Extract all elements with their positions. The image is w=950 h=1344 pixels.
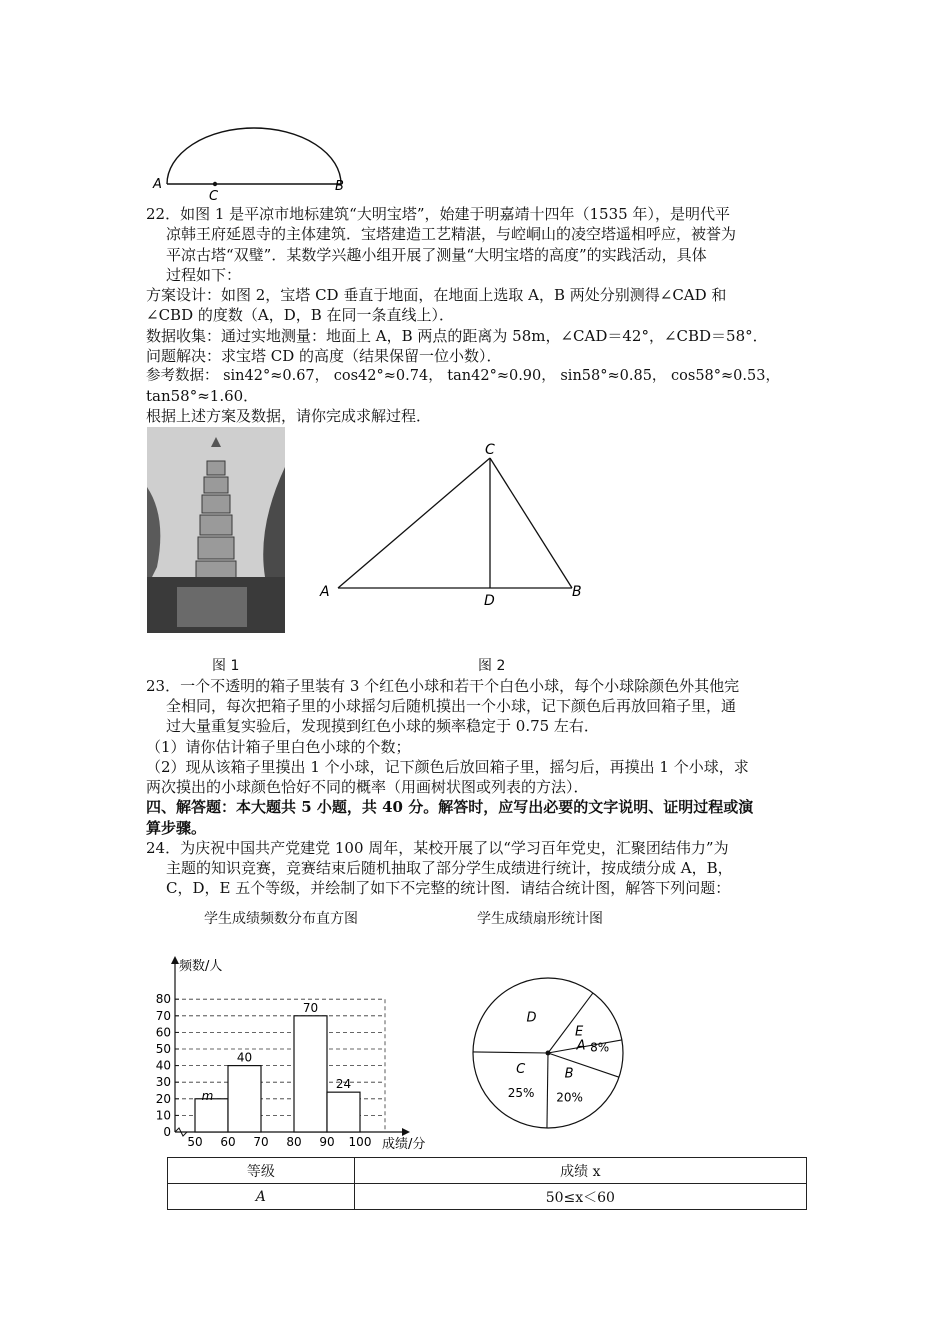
pie-title: 学生成绩扇形统计图 [477, 911, 603, 927]
bar-data-label: 40 [236, 1050, 253, 1065]
pie-slice-label: B [564, 1066, 574, 1082]
q23-line: （2）现从该箱子里摸出 1 个小球，记下颜色后放回箱子里，摇匀后，再摸出 1 个小球，求 [146, 758, 749, 776]
triangle-figure [318, 440, 593, 610]
y-axis-label: 频数/人 [179, 959, 223, 974]
pie-center [546, 1051, 551, 1056]
pie-slice-label: A [576, 1038, 586, 1054]
x-tick-label: 80 [286, 1135, 302, 1149]
y-tick-label: 50 [155, 1042, 171, 1056]
point-c-label: C [485, 442, 495, 458]
q22-line: 方案设计：如图 2，宝塔 CD 垂直于地面，在地面上选取 A，B 两处分别测得∠CAD 和 [146, 286, 727, 304]
histogram-bar [195, 1099, 228, 1132]
q22-line: 根据上述方案及数据，请你完成求解过程． [146, 407, 432, 425]
histogram-chart [140, 950, 450, 1150]
x-tick-label: 60 [220, 1135, 236, 1149]
y-tick-label: 80 [155, 992, 171, 1007]
table-header-row [168, 1158, 807, 1184]
bar-data-label: m [201, 1088, 214, 1103]
q22-line: 数据收集：通过实地测量：地面上 A，B 两点的距离为 58m，∠CAD＝42°，∠CBD＝58°． [146, 327, 768, 345]
section-heading-line: 算步骤。 [146, 819, 207, 837]
table-cell: A [168, 1184, 355, 1210]
q23-line: 两次摸出的小球颜色恰好不同的概率（用画树状图或列表的方法）． [146, 778, 589, 796]
pie-slice-label: E [574, 1024, 584, 1040]
grade-table [167, 1157, 807, 1210]
y-tick-label: 70 [155, 1008, 171, 1023]
section-heading-line: 四、解答题：本大题共 5 小题，共 40 分。解答时，应写出必要的文字说明、证明过程或演 [146, 798, 754, 816]
point-d-label: D [484, 593, 495, 609]
table-row [168, 1184, 807, 1210]
fig1-caption: 图 1 [212, 658, 240, 674]
q22-line: 过程如下： [166, 266, 242, 284]
histogram-bar [327, 1092, 360, 1132]
q23-line: 23．一个不透明的箱子里装有 3 个红色小球和若干个白色小球，每个小球除颜色外其他完 [146, 677, 740, 695]
point-a-label: A [320, 584, 330, 600]
point-b-label: B [572, 584, 582, 600]
y-tick-label: 10 [155, 1108, 171, 1123]
x-axis-label: 成绩/分 [382, 1137, 426, 1150]
pagoda-photo [147, 427, 285, 633]
y-tick-label: 30 [155, 1075, 171, 1090]
x-tick-label: 90 [319, 1135, 335, 1149]
x-tick-label: 50 [187, 1135, 203, 1149]
pie-chart [470, 975, 635, 1135]
table-header-cell: 等级 [168, 1158, 355, 1184]
histogram-bar [294, 1016, 327, 1132]
point-a-label: A [153, 177, 162, 192]
x-axis-arrow [402, 1128, 410, 1136]
histogram-bar [228, 1066, 261, 1132]
q22-line: 22．如图 1 是平凉市地标建筑“大明宝塔”，始建于明嘉靖十四年（1535 年），是明代平 [146, 205, 730, 223]
x-tick-label: 100 [348, 1135, 372, 1149]
pie-slice-value: 25% [507, 1086, 535, 1101]
bar-data-label: 70 [302, 1000, 319, 1015]
table-cell: 50≤x＜60 [354, 1184, 806, 1210]
histogram-title: 学生成绩频数分布直方图 [204, 911, 358, 927]
table-header-cell: 成绩 x [354, 1158, 806, 1184]
pagoda-image [147, 427, 285, 633]
q23-line: （1）请你估计箱子里白色小球的个数； [146, 738, 411, 756]
q24-line: C，D，E 五个等级，并绘制了如下不完整的统计图．请结合统计图，解答下列问题： [166, 879, 731, 897]
pie-slice-value: 8% [590, 1040, 610, 1055]
point-c-label: C [209, 189, 219, 200]
q24-line: 24．为庆祝中国共产党建党 100 周年，某校开展了以“学习百年党史，汇聚团结伟力”为 [146, 839, 729, 857]
q23-line: 全相同，每次把箱子里的小球摇匀后随机摸出一个小球，记下颜色后再放回箱子里，通 [166, 697, 737, 715]
y-axis-arrow [171, 956, 179, 964]
y-tick-label: 40 [155, 1058, 171, 1073]
q22-line: 问题解决：求宝塔 CD 的高度（结果保留一位小数）． [146, 347, 502, 365]
y-tick-label: 0 [163, 1125, 171, 1139]
q23-line: 过大量重复实验后，发现摸到红色小球的频率稳定于 0.75 左右． [166, 717, 599, 735]
x-tick-label: 70 [253, 1135, 269, 1149]
q24-line: 主题的知识竞赛，竞赛结束后随机抽取了部分学生成绩进行统计，按成绩分成 A，B， [166, 859, 733, 877]
pie-slice-value: 20% [556, 1090, 583, 1105]
fig2-caption: 图 2 [478, 658, 506, 674]
y-tick-label: 60 [155, 1025, 171, 1040]
q22-line: ∠CBD 的度数（A，D，B 在同一条直线上）． [146, 306, 455, 324]
pie-slice-label: C [516, 1062, 526, 1078]
q22-line: 参考数据： sin42°≈0.67， cos42°≈0.74， tan42°≈0.90， sin58°≈0.85， cos58°≈0.53， [146, 368, 780, 384]
pie-slice-label: D [526, 1010, 537, 1026]
q22-line: tan58°≈1.60． [146, 387, 259, 405]
q22-line: 平凉古塔“双璧”．某数学兴趣小组开展了测量“大明宝塔的高度”的实践活动，具体 [166, 246, 707, 264]
y-tick-label: 20 [155, 1091, 171, 1106]
bar-data-label: 24 [335, 1077, 352, 1092]
q22-line: 凉韩王府延恩寺的主体建筑．宝塔建造工艺精湛，与崆峒山的凌空塔遥相呼应，被誉为 [166, 225, 737, 243]
point-b-label: B [335, 179, 344, 194]
semicircle-figure [145, 118, 365, 200]
